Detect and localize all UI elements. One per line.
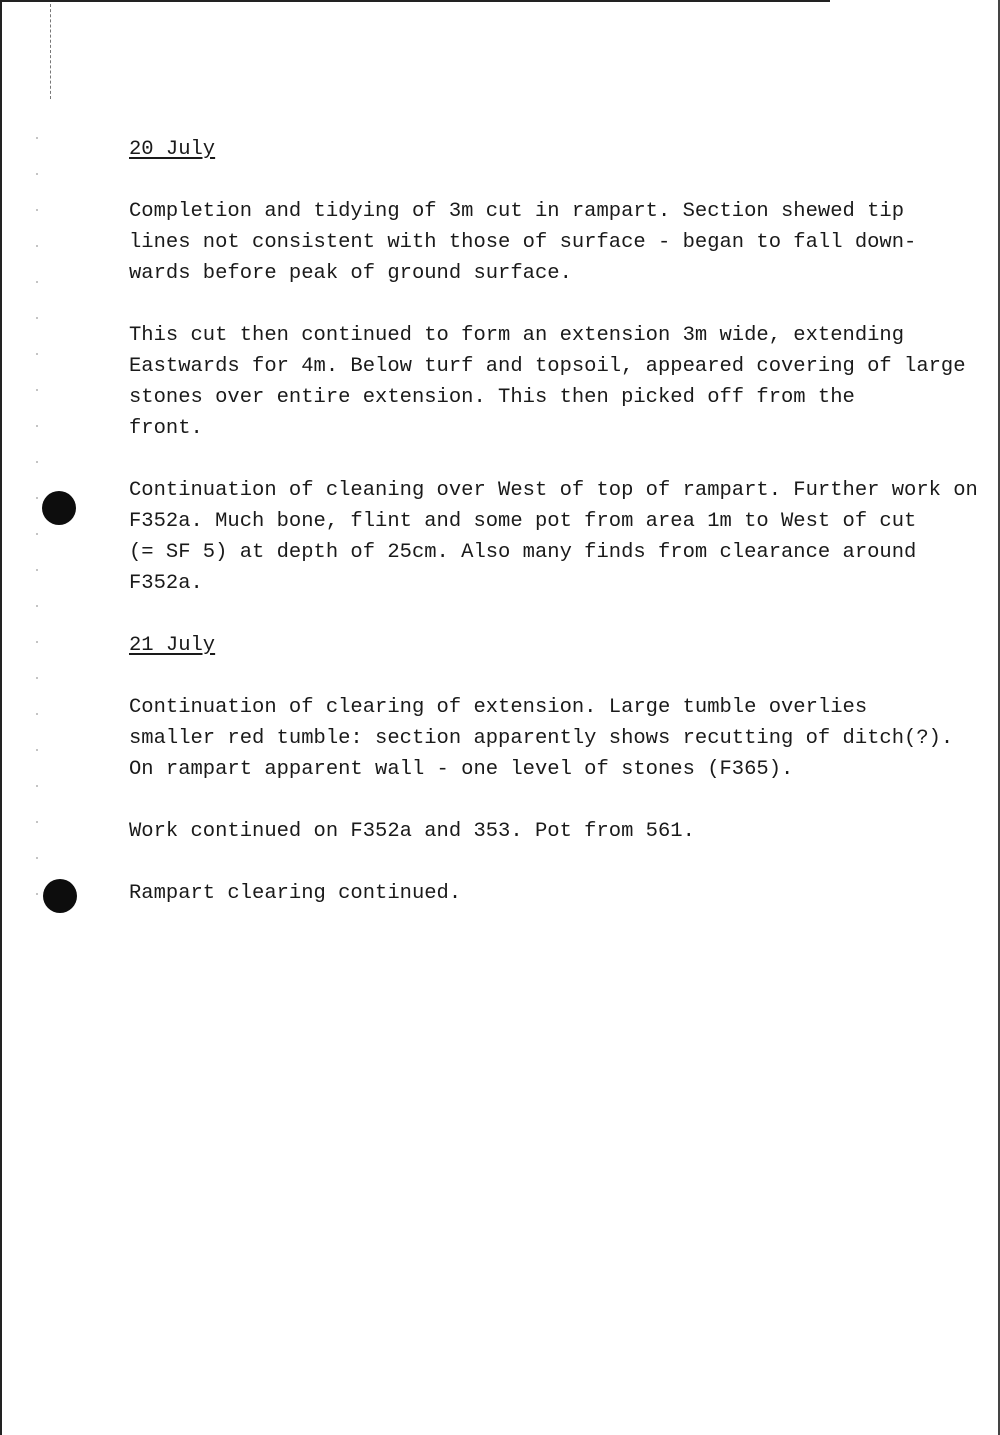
margin-dash-line <box>50 4 52 99</box>
entry-paragraph: Continuation of cleaning over West of top of rampart. Further work on F352a. Much bone, flint and some pot from area 1m to West of cut (= SF 5) at depth of 25cm. Also many finds from clearance around F352a. <box>129 479 978 595</box>
entry-date: 21 July <box>129 634 216 657</box>
diary-content <box>129 134 979 909</box>
page-top-edge <box>0 0 830 2</box>
entry-date: 20 July <box>129 138 216 161</box>
entry-paragraph: Continuation of clearing of extension. Large tumble overlies smaller red tumble: section apparently shows recutting of ditch(?). On rampart apparent wall - one level of stones (F365). <box>129 696 954 781</box>
entry-paragraph: Completion and tidying of 3m cut in rampart. Section shewed tip lines not consistent with those of surface - began to fall down- wards before peak of ground surface. <box>129 200 917 285</box>
entry-paragraph: Work continued on F352a and 353. Pot from 561. <box>129 820 695 843</box>
punch-hole-bottom <box>43 879 77 913</box>
entry-paragraph: This cut then continued to form an extension 3m wide, extending Eastwards for 4m. Below turf and topsoil, appeared covering of large stones over entire extension. This then picked off from the front. <box>129 324 966 440</box>
punch-hole-top <box>42 491 76 525</box>
page-left-edge <box>0 0 2 1435</box>
entry-paragraph: Rampart clearing continued. <box>129 882 462 905</box>
